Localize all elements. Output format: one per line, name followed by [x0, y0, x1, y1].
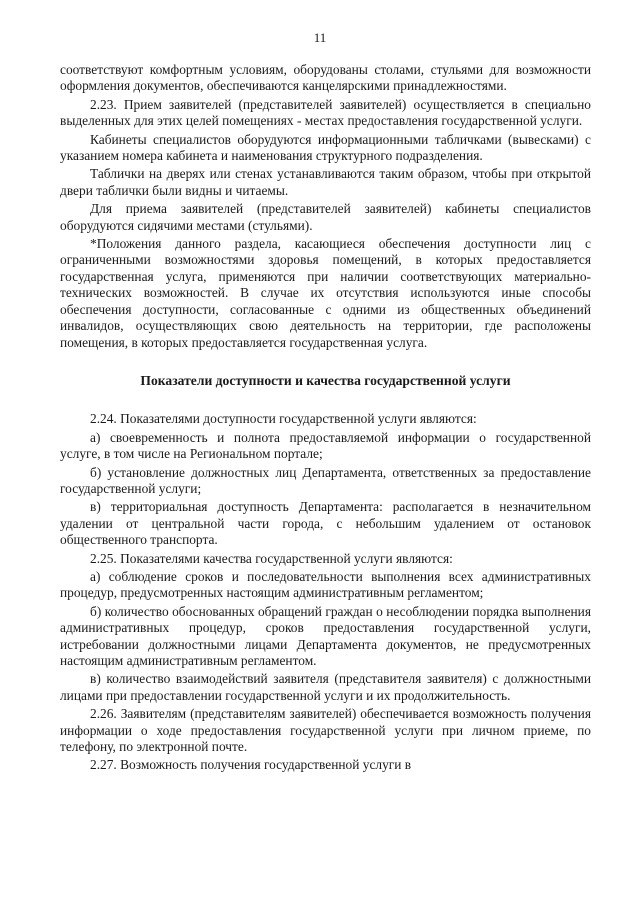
paragraph: а) своевременность и полнота предоставляемой информации о государственной услуге, в том числе на Региональном портале; — [60, 429, 591, 462]
paragraph: Для приема заявителей (представителей заявителей) кабинеты специалистов оборудуются сидячими местами (стульями). — [60, 201, 591, 233]
paragraph: соответствуют комфортным условиям, оборудованы столами, стульями для возможности оформления документов, обеспечиваются канцелярскими принадлежностями. — [60, 62, 591, 94]
paragraphs-after — [60, 411, 591, 774]
paragraph: в) территориальная доступность Департамента: располагается в незначительном удалении от центральной части города, с небольшим удалением от остановок общественного транспорта. — [60, 499, 591, 548]
paragraph: 2.26. Заявителям (представителям заявителей) обеспечивается возможность получения информации о ходе предоставления государственной услуги при личном приеме, по телефону, по электронной почте. — [60, 706, 591, 755]
paragraph: а) соблюдение сроков и последовательности выполнения всех административных процедур, предусмотренных настоящим административным регламентом; — [60, 568, 591, 601]
paragraph: 2.27. Возможность получения государственной услуги в — [90, 757, 412, 773]
section-heading: Показатели доступности и качества государственной услуги — [140, 372, 511, 388]
paragraphs-before — [60, 62, 591, 351]
page-content — [60, 62, 591, 774]
paragraph: *Положения данного раздела, касающиеся обеспечения доступности лиц с ограниченными возможностями здоровья помещений, в которых предоставляется государственная услуга, применяются при наличии соответствующих материально-технических возможностей. В случае их отсутствия используются иные способы обеспечения доступности, согласованные с одними из общественных объединений инвалидов, осуществляющих свою деятельность на территории, где расположены помещения, в которых предоставляется государственная услуга. — [60, 236, 591, 350]
paragraph: 2.25. Показателями качества государственной услуги являются: — [90, 550, 453, 566]
paragraph: 2.23. Прием заявителей (представителей заявителей) осуществляется в специально выделенных для этих целей помещениях - местах предоставления государственной услуги. — [60, 96, 591, 129]
paragraph: б) количество обоснованных обращений граждан о несоблюдении порядка выполнения административных процедур, сроков предоставления государственной услуги, истребовании должностными лицами Департамента документов, не предусмотренных настоящим административным регламентом. — [60, 603, 591, 668]
paragraph: Кабинеты специалистов оборудуются информационными табличками (вывесками) с указанием номера кабинета и наименования структурного подразделения. — [60, 131, 591, 164]
paragraph: Таблички на дверях или стенах устанавливаются таким образом, чтобы при открытой двери таблички были видны и читаемы. — [60, 166, 591, 198]
paragraph: б) установление должностных лиц Департамента, ответственных за предоставление государственной услуги; — [60, 464, 591, 496]
paragraph: в) количество взаимодействий заявителя (представителя заявителя) с должностными лицами при предоставлении государственной услуги и их продолжительность. — [60, 671, 591, 703]
paragraph: 2.24. Показателями доступности государственной услуги являются: — [90, 411, 477, 427]
page-number: 11 — [313, 30, 327, 45]
